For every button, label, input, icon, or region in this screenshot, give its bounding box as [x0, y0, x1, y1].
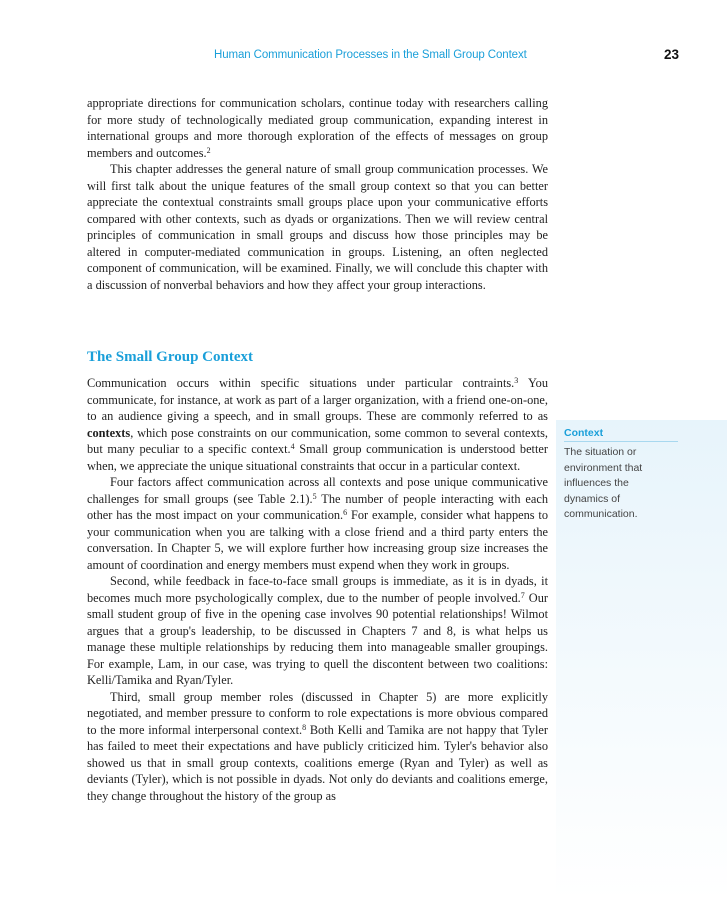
- section-heading: The Small Group Context: [87, 349, 253, 365]
- page-number: 23: [663, 47, 679, 62]
- section-text-block: [87, 375, 548, 804]
- footnote-ref[interactable]: 2: [206, 145, 211, 155]
- intro-paragraph-2: This chapter addresses the general nature of small group communication processes. We will first talk about the unique features of the small group context so that you can better appreciate the contextual constraints small groups place upon your communicative efforts compared with other contexts, such as dyads or organizations. Then we will review central principles of communication in small groups and discuss how those principles may be altered in computer-mediated communication in groups. Listening, an often neglected component of communication, will be examined. Finally, we will conclude this chapter with a discussion of nonverbal behaviors and how they affect your group interactions.: [87, 162, 548, 292]
- section-paragraph-3: Second, while feedback in face-to-face small groups is immediate, as it is in dyads, it becomes much more psychologically complex, due to the number of people involved.$^7$ Our small student group of five in the opening case involves 90 potential relationships! Wilmot argues that a group's leadership, to be discussed in Chapters 7 and 8, is what helps us manage these multiple relationships by reducing them into manageable smaller groupings. For example, Lam, in our case, was trying to quell the discontent between two coalitions: Kelli/Tamika and Ryan/Tyler.: [87, 574, 548, 687]
- key-term: contexts: [87, 425, 131, 440]
- footnote-ref[interactable]: 8: [302, 722, 307, 732]
- footnote-ref[interactable]: 5: [312, 491, 317, 501]
- footnote-ref[interactable]: 6: [343, 508, 348, 517]
- margin-note-divider: [564, 441, 678, 442]
- footnote-ref[interactable]: 4: [290, 442, 295, 451]
- intro-text-block: [87, 95, 548, 293]
- section-paragraph-2: Four factors affect communication across all contexts and pose unique communicative challenges for small groups (see Table 2.1).$^5$ The number of people interacting with each other has the most impact on your communication.$^6$ For example, consider what happens to your communication when you are talking with a close friend and a third party enters the conversation. In Chapter 5, we will explore further how increasing group size increases the amount of coordination and energy members must expend when they work in groups.: [87, 475, 549, 572]
- intro-paragraph-1: appropriate directions for communication scholars, continue today with researchers calling for more study of technologically mediated group communication, expanding interest in international groups and more thorough exploration of the effects of messages on group members and outcomes.$^2$: [87, 96, 548, 160]
- section-paragraph-4: Third, small group member roles (discussed in Chapter 5) are more explicitly negotiated, and member pressure to conform to role expectations is more obvious compared to the more informal interpersonal context.$^8$ Both Kelli and Tamika are not happy that Tyler has failed to meet their expectations and have publicly criticized him. Tyler's behavior also showed us that in small group contexts, coalitions emerge (Ryan and Tyler) as well as deviants (Tyler), which is not possible in dyads. Not only do deviants and coalitions emerge, they change throughout the history of the group as: [87, 689, 549, 803]
- footnote-ref[interactable]: 3: [514, 376, 519, 385]
- running-head: Human Communication Processes in the Small Group Context: [214, 49, 527, 61]
- section-paragraph-1: Communication occurs within specific situations under particular contraints.$^3$ You communicate, for instance, at work as part of a larger organization, with a friend one-on-one, to an audience giving a speech, and in small groups. These are commonly referred to as contexts, which pose constraints on our communication, some common to several contexts, but many peculiar to a specific context.$^4$ Small group communication is understood better when, we appreciate the unique situational constraints that occur in a particular context.: [87, 376, 549, 473]
- footnote-ref[interactable]: 7: [520, 590, 525, 600]
- margin-note-definition: The situation or environment that influences the dynamics of communication.: [564, 446, 643, 520]
- margin-note-term: Context: [564, 427, 604, 439]
